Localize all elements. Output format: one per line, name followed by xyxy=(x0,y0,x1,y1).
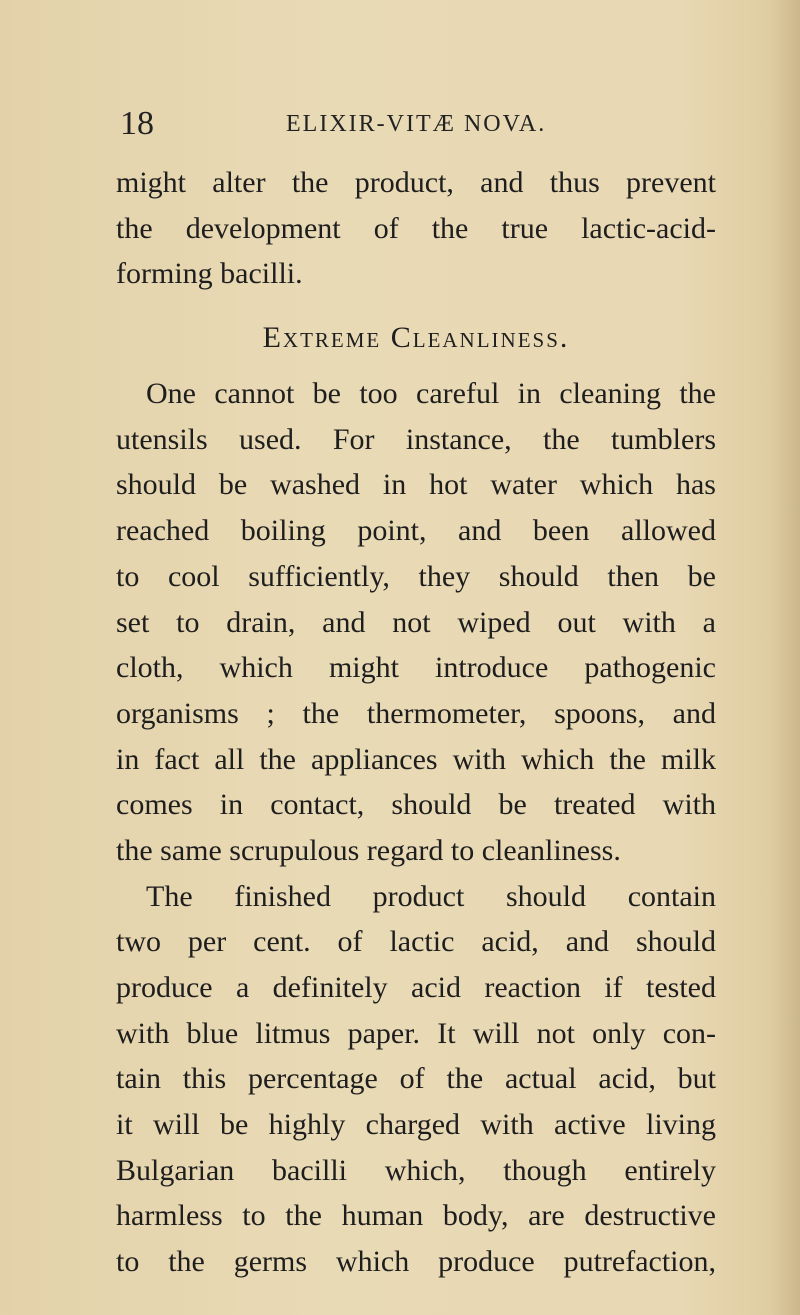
text-line: One cannot be too careful in cleaning the xyxy=(146,377,716,411)
text-line: two per cent. of lactic acid, and should xyxy=(116,925,716,959)
page-header xyxy=(120,104,716,144)
paragraph-3 xyxy=(116,874,716,1285)
text-line: utensils used. For instance, the tumblers xyxy=(116,422,716,456)
text-line: The finished product should contain xyxy=(146,879,716,913)
text-line: produce a definitely acid reaction if tested xyxy=(116,971,716,1004)
page-number: 18 xyxy=(120,105,154,142)
text-line: might alter the product, and thus prevent xyxy=(116,166,716,199)
running-title: ELIXIR-VITÆ NOVA. xyxy=(286,111,547,137)
text-line: harmless to the human body, are destructive xyxy=(116,1199,716,1233)
text-line: should be washed in hot water which has xyxy=(116,468,716,502)
text-line: the same scrupulous regard to cleanliness. xyxy=(116,833,621,867)
body-text xyxy=(116,160,716,1285)
paragraph-2 xyxy=(116,371,716,874)
text-line: with blue litmus paper. It will not only con- xyxy=(116,1016,716,1050)
text-line: the development of the true lactic-acid- xyxy=(116,211,716,245)
text-line: in fact all the appliances with which the milk xyxy=(116,742,716,776)
text-line: it will be highly charged with active living xyxy=(116,1108,716,1142)
text-line: set to drain, and not wiped out with a xyxy=(116,605,716,639)
text-line: Bulgarian bacilli which, though entirely xyxy=(116,1153,716,1187)
text-line: to the germs which produce putrefaction, xyxy=(116,1245,716,1279)
paragraph-1 xyxy=(116,160,716,297)
page-edge-shadow xyxy=(770,0,800,1315)
text-line: cloth, which might introduce pathogenic xyxy=(116,651,716,685)
text-line: to cool sufficiently, they should then be xyxy=(116,559,716,593)
text-line: organisms ; the thermometer, spoons, and xyxy=(116,696,716,730)
text-line: comes in contact, should be treated with xyxy=(116,788,716,822)
text-line: reached boiling point, and been allowed xyxy=(116,514,716,548)
text-line: forming bacilli. xyxy=(116,257,303,291)
text-line: tain this percentage of the actual acid, but xyxy=(116,1062,716,1096)
section-heading: Extreme Cleanliness. xyxy=(262,321,570,355)
